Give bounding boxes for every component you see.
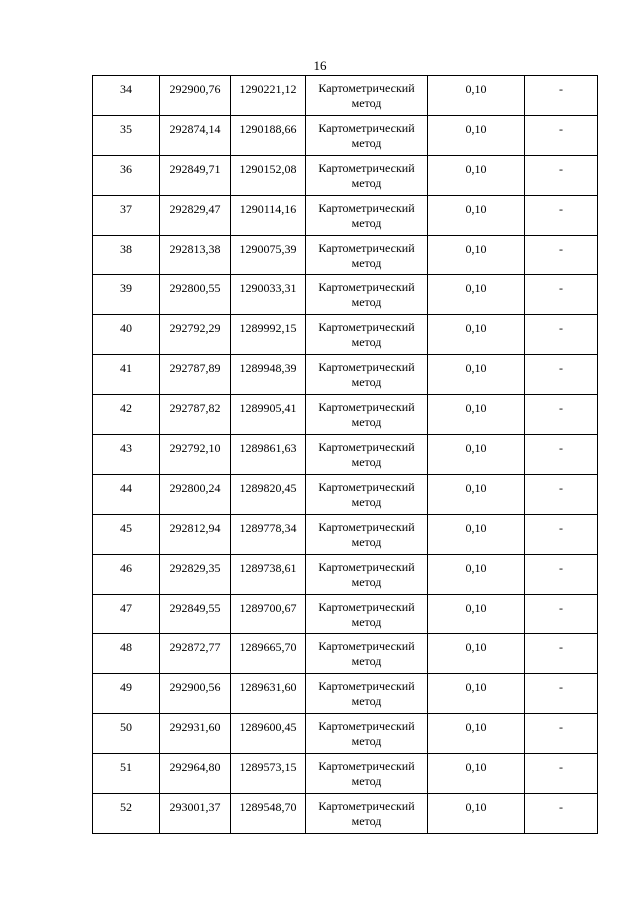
table-row: [93, 435, 598, 475]
x-coordinate-cell: [160, 514, 231, 554]
description-cell-text: -: [559, 760, 563, 775]
method-line-2: метод: [351, 814, 382, 829]
x-coordinate-cell: [160, 714, 231, 754]
method-line-2: метод: [351, 215, 382, 230]
point-number-cell-text: 47: [120, 600, 132, 615]
method-cell: [306, 315, 428, 355]
x-coordinate-cell: [160, 155, 231, 195]
accuracy-cell-text: 0,10: [465, 560, 487, 575]
accuracy-cell: [428, 714, 525, 754]
table-row: [93, 195, 598, 235]
description-cell: [525, 514, 598, 554]
accuracy-cell: [428, 674, 525, 714]
x-coordinate-cell: [160, 634, 231, 674]
point-number-cell: [93, 115, 160, 155]
method-line-2: метод: [351, 295, 382, 310]
description-cell: [525, 195, 598, 235]
method-cell: [306, 514, 428, 554]
point-number-cell: [93, 155, 160, 195]
accuracy-cell-text: 0,10: [465, 800, 487, 815]
y-coordinate-cell-text: 1289905,41: [239, 401, 297, 416]
description-cell: [525, 594, 598, 634]
point-number-cell-text: 50: [120, 720, 132, 735]
table-row: [93, 355, 598, 395]
point-number-cell: [93, 195, 160, 235]
description-cell-text: -: [559, 480, 563, 495]
method-cell: [306, 195, 428, 235]
table-row: [93, 235, 598, 275]
method-line-1: Картометрический: [318, 759, 415, 774]
accuracy-cell: [428, 115, 525, 155]
y-coordinate-cell: [231, 155, 306, 195]
y-coordinate-cell-text: 1290114,16: [239, 201, 297, 216]
point-number-cell: [93, 594, 160, 634]
method-cell: [306, 115, 428, 155]
x-coordinate-cell-text: 292812,94: [169, 520, 221, 535]
x-coordinate-cell: [160, 435, 231, 475]
method-line-1: Картометрический: [318, 639, 415, 654]
method-line-1: Картометрический: [318, 320, 415, 335]
accuracy-cell: [428, 275, 525, 315]
accuracy-cell: [428, 195, 525, 235]
method-cell: [306, 554, 428, 594]
method-line-1: Картометрический: [318, 400, 415, 415]
point-number-cell: [93, 275, 160, 315]
table-row: [93, 554, 598, 594]
y-coordinate-cell-text: 1289700,67: [239, 600, 297, 615]
x-coordinate-cell: [160, 474, 231, 514]
x-coordinate-cell-text: 293001,37: [169, 800, 221, 815]
method-line-2: метод: [351, 135, 382, 150]
point-number-cell-text: 51: [120, 760, 132, 775]
accuracy-cell: [428, 514, 525, 554]
accuracy-cell: [428, 355, 525, 395]
x-coordinate-cell: [160, 674, 231, 714]
point-number-cell-text: 46: [120, 560, 132, 575]
y-coordinate-cell: [231, 514, 306, 554]
y-coordinate-cell: [231, 235, 306, 275]
y-coordinate-cell-text: 1289948,39: [239, 361, 297, 376]
point-number-cell-text: 42: [120, 401, 132, 416]
description-cell-text: -: [559, 520, 563, 535]
method-line-1: Картометрический: [318, 200, 415, 215]
point-number-cell-text: 41: [120, 361, 132, 376]
accuracy-cell-text: 0,10: [465, 201, 487, 216]
x-coordinate-cell-text: 292787,82: [169, 401, 221, 416]
y-coordinate-cell-text: 1290188,66: [239, 121, 297, 136]
y-coordinate-cell: [231, 435, 306, 475]
y-coordinate-cell-text: 1289573,15: [239, 760, 297, 775]
description-cell-text: -: [559, 640, 563, 655]
point-number-cell: [93, 235, 160, 275]
description-cell-text: -: [559, 441, 563, 456]
y-coordinate-cell: [231, 474, 306, 514]
x-coordinate-cell: [160, 554, 231, 594]
table-row: [93, 155, 598, 195]
y-coordinate-cell: [231, 395, 306, 435]
method-cell: [306, 76, 428, 116]
x-coordinate-cell-text: 292849,55: [169, 600, 221, 615]
description-cell: [525, 275, 598, 315]
accuracy-cell-text: 0,10: [465, 82, 487, 96]
table-row: [93, 714, 598, 754]
point-number-cell-text: 36: [120, 161, 132, 176]
point-number-cell-text: 48: [120, 640, 132, 655]
accuracy-cell: [428, 155, 525, 195]
point-number-cell-text: 43: [120, 441, 132, 456]
table-row: [93, 115, 598, 155]
table-row: [93, 275, 598, 315]
accuracy-cell-text: 0,10: [465, 680, 487, 695]
accuracy-cell-text: 0,10: [465, 121, 487, 136]
y-coordinate-cell: [231, 275, 306, 315]
y-coordinate-cell: [231, 714, 306, 754]
description-cell: [525, 474, 598, 514]
x-coordinate-cell: [160, 754, 231, 794]
description-cell: [525, 634, 598, 674]
method-line-1: Картометрический: [318, 559, 415, 574]
accuracy-cell-text: 0,10: [465, 281, 487, 296]
table-row: [93, 76, 598, 116]
x-coordinate-cell-text: 292900,76: [169, 82, 221, 96]
x-coordinate-cell-text: 292829,35: [169, 560, 221, 575]
point-number-cell-text: 34: [120, 82, 132, 96]
y-coordinate-cell-text: 1289631,60: [239, 680, 297, 695]
y-coordinate-cell-text: 1290075,39: [239, 241, 297, 256]
table-row: [93, 395, 598, 435]
y-coordinate-cell-text: 1290221,12: [239, 82, 297, 96]
method-cell: [306, 754, 428, 794]
accuracy-cell: [428, 235, 525, 275]
point-number-cell-text: 44: [120, 480, 132, 495]
y-coordinate-cell: [231, 674, 306, 714]
point-number-cell: [93, 554, 160, 594]
point-number-cell-text: 39: [120, 281, 132, 296]
coordinates-table: [92, 75, 598, 834]
description-cell-text: -: [559, 680, 563, 695]
point-number-cell: [93, 714, 160, 754]
method-cell: [306, 355, 428, 395]
description-cell-text: -: [559, 401, 563, 416]
x-coordinate-cell-text: 292800,24: [169, 480, 221, 495]
x-coordinate-cell: [160, 76, 231, 116]
x-coordinate-cell: [160, 195, 231, 235]
table-row: [93, 315, 598, 355]
accuracy-cell: [428, 594, 525, 634]
description-cell-text: -: [559, 161, 563, 176]
accuracy-cell-text: 0,10: [465, 441, 487, 456]
point-number-cell-text: 40: [120, 321, 132, 336]
method-cell: [306, 674, 428, 714]
method-line-1: Картометрический: [318, 240, 415, 255]
point-number-cell: [93, 395, 160, 435]
accuracy-cell: [428, 76, 525, 116]
description-cell-text: -: [559, 201, 563, 216]
description-cell-text: -: [559, 82, 563, 96]
point-number-cell-text: 49: [120, 680, 132, 695]
x-coordinate-cell: [160, 115, 231, 155]
y-coordinate-cell: [231, 794, 306, 834]
accuracy-cell-text: 0,10: [465, 401, 487, 416]
method-line-2: метод: [351, 534, 382, 549]
x-coordinate-cell-text: 292874,14: [169, 121, 221, 136]
table-row: [93, 474, 598, 514]
point-number-cell-text: 35: [120, 121, 132, 136]
method-line-2: метод: [351, 654, 382, 669]
point-number-cell-text: 52: [120, 800, 132, 815]
description-cell: [525, 355, 598, 395]
method-line-2: метод: [351, 255, 382, 270]
method-line-1: Картометрический: [318, 599, 415, 614]
description-cell: [525, 76, 598, 116]
description-cell-text: -: [559, 560, 563, 575]
accuracy-cell-text: 0,10: [465, 640, 487, 655]
coordinates-table-body: [93, 76, 598, 834]
x-coordinate-cell: [160, 794, 231, 834]
x-coordinate-cell-text: 292829,47: [169, 201, 221, 216]
method-cell: [306, 594, 428, 634]
method-line-1: Картометрический: [318, 120, 415, 135]
x-coordinate-cell-text: 292931,60: [169, 720, 221, 735]
method-line-2: метод: [351, 734, 382, 749]
method-line-1: Картометрический: [318, 81, 415, 95]
x-coordinate-cell-text: 292792,29: [169, 321, 221, 336]
accuracy-cell-text: 0,10: [465, 720, 487, 735]
x-coordinate-cell-text: 292964,80: [169, 760, 221, 775]
accuracy-cell: [428, 395, 525, 435]
method-cell: [306, 474, 428, 514]
description-cell: [525, 714, 598, 754]
y-coordinate-cell: [231, 315, 306, 355]
method-line-1: Картометрический: [318, 160, 415, 175]
method-line-2: метод: [351, 614, 382, 629]
point-number-cell-text: 37: [120, 201, 132, 216]
accuracy-cell-text: 0,10: [465, 361, 487, 376]
x-coordinate-cell: [160, 395, 231, 435]
x-coordinate-cell-text: 292792,10: [169, 441, 221, 456]
accuracy-cell: [428, 754, 525, 794]
method-line-1: Картометрический: [318, 440, 415, 455]
point-number-cell: [93, 514, 160, 554]
y-coordinate-cell-text: 1289738,61: [239, 560, 297, 575]
y-coordinate-cell: [231, 115, 306, 155]
accuracy-cell: [428, 794, 525, 834]
y-coordinate-cell-text: 1289778,34: [239, 520, 297, 535]
method-cell: [306, 794, 428, 834]
table-row: [93, 674, 598, 714]
y-coordinate-cell: [231, 554, 306, 594]
description-cell: [525, 554, 598, 594]
description-cell-text: -: [559, 321, 563, 336]
y-coordinate-cell-text: 1289861,63: [239, 441, 297, 456]
y-coordinate-cell-text: 1290152,08: [239, 161, 297, 176]
description-cell-text: -: [559, 600, 563, 615]
description-cell-text: -: [559, 281, 563, 296]
y-coordinate-cell: [231, 195, 306, 235]
method-line-2: метод: [351, 96, 382, 110]
method-line-1: Картометрический: [318, 280, 415, 295]
description-cell-text: -: [559, 241, 563, 256]
accuracy-cell-text: 0,10: [465, 161, 487, 176]
method-line-2: метод: [351, 694, 382, 709]
y-coordinate-cell-text: 1289665,70: [239, 640, 297, 655]
description-cell-text: -: [559, 361, 563, 376]
method-line-2: метод: [351, 335, 382, 350]
accuracy-cell: [428, 435, 525, 475]
point-number-cell: [93, 674, 160, 714]
method-cell: [306, 235, 428, 275]
x-coordinate-cell-text: 292872,77: [169, 640, 221, 655]
x-coordinate-cell: [160, 315, 231, 355]
point-number-cell-text: 45: [120, 520, 132, 535]
accuracy-cell: [428, 554, 525, 594]
x-coordinate-cell: [160, 594, 231, 634]
y-coordinate-cell: [231, 634, 306, 674]
accuracy-cell: [428, 315, 525, 355]
y-coordinate-cell-text: 1289992,15: [239, 321, 297, 336]
method-cell: [306, 395, 428, 435]
method-cell: [306, 714, 428, 754]
x-coordinate-cell-text: 292900,56: [169, 680, 221, 695]
point-number-cell: [93, 315, 160, 355]
y-coordinate-cell: [231, 355, 306, 395]
description-cell: [525, 115, 598, 155]
point-number-cell: [93, 634, 160, 674]
method-line-2: метод: [351, 415, 382, 430]
accuracy-cell-text: 0,10: [465, 480, 487, 495]
method-line-1: Картометрический: [318, 719, 415, 734]
method-cell: [306, 275, 428, 315]
point-number-cell: [93, 474, 160, 514]
y-coordinate-cell-text: 1289600,45: [239, 720, 297, 735]
y-coordinate-cell: [231, 76, 306, 116]
method-line-1: Картометрический: [318, 479, 415, 494]
method-line-2: метод: [351, 175, 382, 190]
x-coordinate-cell: [160, 355, 231, 395]
page-number: 16: [313, 58, 327, 73]
description-cell: [525, 674, 598, 714]
method-line-1: Картометрический: [318, 360, 415, 375]
method-line-1: Картометрический: [318, 679, 415, 694]
point-number-cell-text: 38: [120, 241, 132, 256]
description-cell: [525, 395, 598, 435]
accuracy-cell: [428, 634, 525, 674]
description-cell: [525, 155, 598, 195]
y-coordinate-cell-text: 1290033,31: [239, 281, 297, 296]
description-cell-text: -: [559, 720, 563, 735]
accuracy-cell: [428, 474, 525, 514]
method-line-1: Картометрический: [318, 799, 415, 814]
y-coordinate-cell: [231, 594, 306, 634]
accuracy-cell-text: 0,10: [465, 760, 487, 775]
x-coordinate-cell-text: 292800,55: [169, 281, 221, 296]
table-row: [93, 514, 598, 554]
point-number-cell: [93, 754, 160, 794]
description-cell: [525, 794, 598, 834]
description-cell: [525, 754, 598, 794]
point-number-cell: [93, 435, 160, 475]
table-row: [93, 794, 598, 834]
x-coordinate-cell-text: 292813,38: [169, 241, 221, 256]
description-cell: [525, 235, 598, 275]
x-coordinate-cell: [160, 235, 231, 275]
accuracy-cell-text: 0,10: [465, 321, 487, 336]
accuracy-cell-text: 0,10: [465, 520, 487, 535]
x-coordinate-cell-text: 292849,71: [169, 161, 221, 176]
method-cell: [306, 634, 428, 674]
method-cell: [306, 155, 428, 195]
method-line-1: Картометрический: [318, 519, 415, 534]
description-cell-text: -: [559, 121, 563, 136]
table-row: [93, 754, 598, 794]
method-line-2: метод: [351, 774, 382, 789]
method-line-2: метод: [351, 455, 382, 470]
y-coordinate-cell: [231, 754, 306, 794]
accuracy-cell-text: 0,10: [465, 600, 487, 615]
x-coordinate-cell-text: 292787,89: [169, 361, 221, 376]
y-coordinate-cell-text: 1289820,45: [239, 480, 297, 495]
point-number-cell: [93, 355, 160, 395]
y-coordinate-cell-text: 1289548,70: [239, 800, 297, 815]
table-row: [93, 634, 598, 674]
description-cell: [525, 435, 598, 475]
description-cell: [525, 315, 598, 355]
method-cell: [306, 435, 428, 475]
method-line-2: метод: [351, 494, 382, 509]
point-number-cell: [93, 76, 160, 116]
method-line-2: метод: [351, 375, 382, 390]
accuracy-cell-text: 0,10: [465, 241, 487, 256]
description-cell-text: -: [559, 800, 563, 815]
x-coordinate-cell: [160, 275, 231, 315]
point-number-cell: [93, 794, 160, 834]
table-row: [93, 594, 598, 634]
method-line-2: метод: [351, 574, 382, 589]
